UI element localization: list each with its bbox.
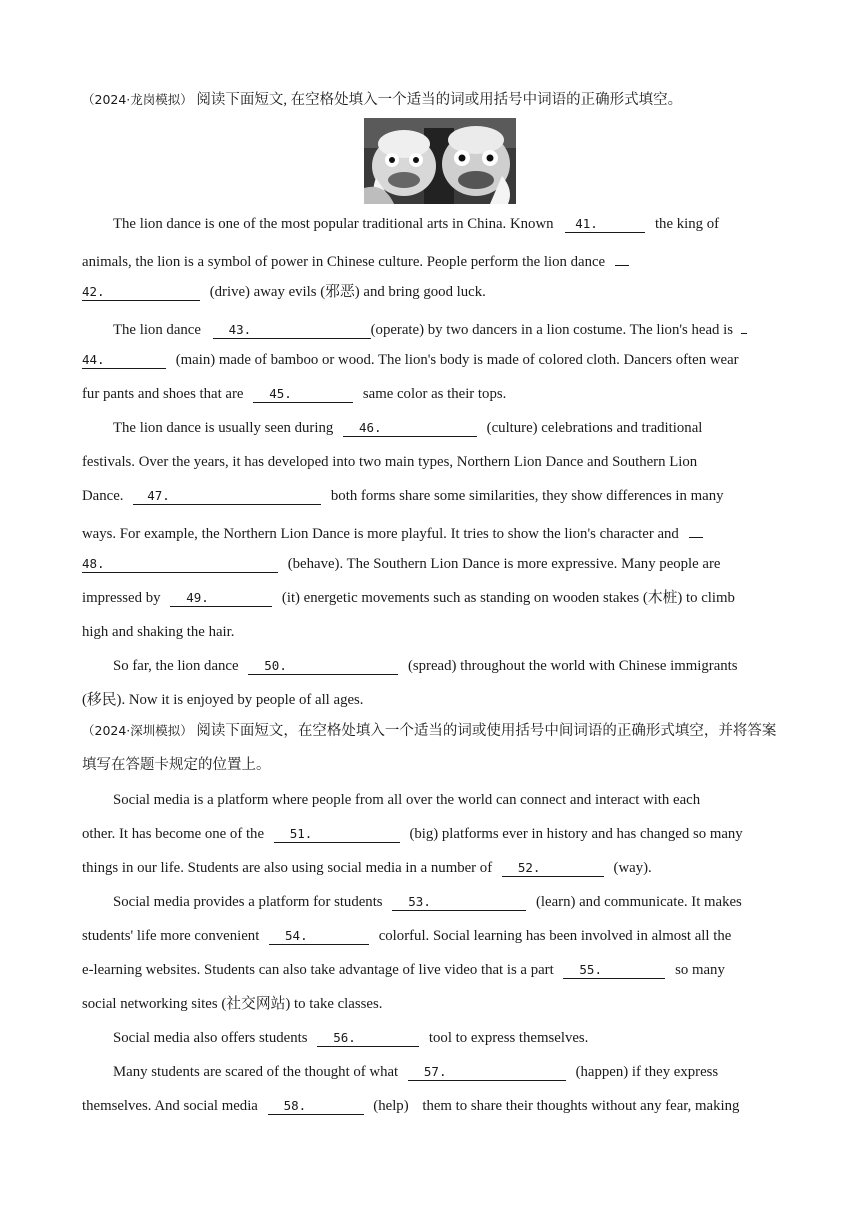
text: tool to express themselves. [428,1030,589,1046]
text: e-learning websites. Students can also take advantage of live video that is a part [82,962,554,978]
blank-41[interactable] [565,215,645,233]
text: fur pants and shoes that are [82,386,244,402]
blank-49[interactable] [170,589,272,607]
blank-number: 49. [186,590,209,605]
text: same color as their tops. [362,386,507,402]
blank-number: 52. [517,860,541,875]
blank-number: 48. [82,556,105,571]
passage1-line5 [82,350,782,370]
passage1-line12 [82,588,782,608]
section2-header [82,714,782,782]
passage1-line15 [82,690,782,710]
text: themselves. And social media [82,1098,258,1114]
lion-dance-photo [364,118,516,204]
passage1-line7 [82,418,813,438]
passage2-line9 [82,1062,813,1082]
blank-44[interactable] [82,351,166,369]
blank-57[interactable] [408,1063,566,1081]
text: (drive) away evils (邪恶) and bring good luck. [209,284,486,300]
text: (behave). The Southern Lion Dance is more expressive. Many people are [287,556,721,572]
text: The lion dance [113,322,201,338]
text: social networking sites (社交网站) to take classes. [82,996,383,1012]
blank-number: 41. [575,216,598,231]
text: festivals. Over the years, it has developed into two main types, Northern Lion Dance and Southern Lion [82,454,698,470]
text: Social media also offers students [113,1030,308,1046]
text: (移民). Now it is enjoyed by people of all ages. [82,692,364,708]
blank-47[interactable] [133,487,321,505]
passage2-line10 [82,1096,782,1116]
blank-number: 58. [283,1098,307,1113]
passage2-line2 [82,824,782,844]
blank-44-start [741,316,747,334]
text: high and shaking the hair. [82,624,235,640]
passage2-line1 [82,790,813,810]
text: Many students are scared of the thought of what [113,1064,399,1080]
text: them to share their thoughts without any fear, making [422,1098,740,1114]
blank-number: 53. [408,894,431,909]
blank-45[interactable] [253,385,353,403]
passage2-line7 [82,994,782,1014]
text: (culture) celebrations and traditional [486,420,703,436]
section1-instruction: 阅读下面短文, 在空格处填入一个适当的词或用括号中词语的正确形式填空。 [196,92,683,108]
text: Social media provides a platform for students [113,894,383,910]
blank-42-start [615,248,629,266]
text: The lion dance is usually seen during [113,420,334,436]
passage1-line10 [82,520,782,544]
passage1-line9 [82,486,782,506]
text: (help) [373,1098,409,1114]
passage1-line11 [82,554,782,574]
blank-48[interactable] [82,555,278,573]
text: (big) platforms ever in history and has changed so many [409,826,743,842]
text: (happen) if they express [575,1064,719,1080]
text: things in our life. Students are also using social media in a number of [82,860,493,876]
text: animals, the lion is a symbol of power in Chinese culture. People perform the lion dance [82,254,606,270]
blank-48-start [689,520,703,538]
text: (main) made of bamboo or wood. The lion's body is made of colored cloth. Dancers often wear [175,352,739,368]
text: (it) energetic movements such as standing on wooden stakes (木桩) to climb [281,590,735,606]
blank-53[interactable] [392,893,526,911]
blank-number: 51. [289,826,313,841]
passage2-line8 [82,1028,813,1048]
blank-51[interactable] [274,825,400,843]
text: Social media is a platform where people from all over the world can connect and interact with each [113,792,701,808]
passage1-line14 [82,656,813,676]
text: The lion dance is one of the most popular traditional arts in China. Known [113,216,554,232]
blank-55[interactable] [563,961,665,979]
text: impressed by [82,590,161,606]
section2-instruction: 阅读下面短文，在空格处填入一个适当的词或使用括号中间词语的正确形式填空，并将答案填写在答题卡规定的位置上。 [82,723,777,773]
text: (spread) throughout the world with Chinese immigrants [407,658,738,674]
text: So far, the lion dance [113,658,239,674]
section2-source: （2024·深圳模拟） [82,723,193,738]
blank-52[interactable] [502,859,604,877]
text: (learn) and communicate. It makes [535,894,742,910]
blank-46[interactable] [343,419,477,437]
blank-43[interactable] [213,321,371,339]
blank-number: 45. [269,386,292,401]
text: both forms share some similarities, they show differences in many [330,488,724,504]
blank-number: 42. [82,284,105,299]
passage1-line2 [82,248,782,272]
text: other. It has become one of the [82,826,265,842]
text: (operate) by two dancers in a lion costume. The lion's head is [370,322,733,338]
blank-number: 50. [264,658,287,673]
passage1-line8 [82,452,782,472]
blank-56[interactable] [317,1029,419,1047]
passage2-line4 [82,892,813,912]
passage2-line6 [82,960,782,980]
blank-number: 54. [285,928,308,943]
blank-58[interactable] [268,1097,364,1115]
lion-dance-illustration [364,118,516,204]
section1-source: （2024·龙岗模拟） [82,92,193,107]
passage2-line3 [82,858,782,878]
blank-number: 57. [423,1064,447,1079]
blank-50[interactable] [248,657,398,675]
passage2-line5 [82,926,782,946]
blank-number: 47. [147,488,170,503]
passage1-line6 [82,384,782,404]
blank-number: 44. [82,352,105,367]
blank-number: 56. [333,1030,356,1045]
text: Dance. [82,488,124,504]
passage1-line3 [82,282,782,302]
text: the king of [654,216,720,232]
blank-number: 43. [228,322,252,337]
blank-number: 55. [579,962,602,977]
text: ways. For example, the Northern Lion Dance is more playful. It tries to show the lion's character and [82,526,679,542]
text: students' life more convenient [82,928,260,944]
blank-42[interactable] [82,283,200,301]
blank-54[interactable] [269,927,369,945]
text: (way). [613,860,652,876]
text: colorful. Social learning has been involved in almost all the [378,928,732,944]
passage1-line13 [82,622,782,642]
blank-number: 46. [358,420,382,435]
passage1-line4 [82,316,813,340]
text: so many [675,962,725,978]
section1-header [82,86,782,114]
passage1-line1 [82,214,813,234]
